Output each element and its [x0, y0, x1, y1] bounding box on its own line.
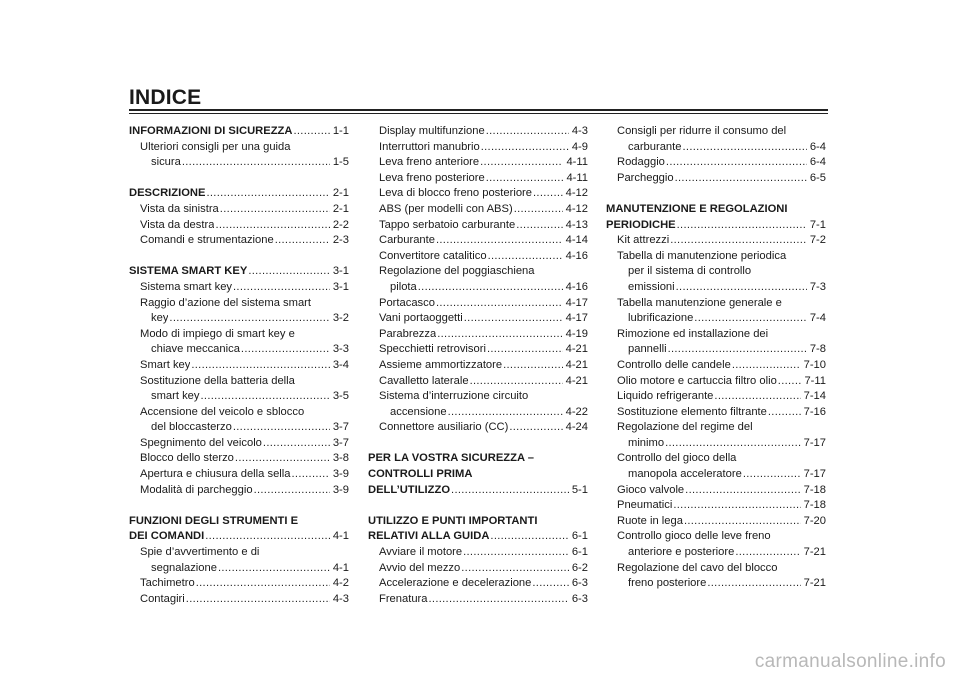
toc-entry-title: Accelerazione e decelerazione	[379, 577, 532, 590]
toc-entry-title: Comandi e strumentazione	[140, 234, 274, 247]
toc-dot-leader	[436, 327, 562, 343]
toc-entry[interactable]	[606, 374, 826, 390]
toc-entry-text: Controllo gioco delle leve freno	[617, 530, 771, 543]
toc-entry-title: Connettore ausiliario (CC)	[379, 421, 509, 434]
toc-entry-text: Sistema d’interruzione circuito	[379, 390, 529, 403]
toc-entry[interactable]	[129, 420, 349, 436]
toc-entry-title: DELL’UTILIZZO	[368, 483, 451, 496]
toc-entry-title: minimo	[628, 436, 665, 449]
toc-page-number: 7-8	[809, 343, 826, 356]
toc-entry-title: Vani portaoggetti	[379, 312, 463, 325]
toc-page-number: 4-21	[565, 358, 588, 371]
toc-entry[interactable]	[129, 311, 349, 327]
toc-page-number: 7-17	[803, 436, 826, 449]
toc-section-entry[interactable]	[129, 529, 349, 545]
toc-dot-leader	[428, 592, 569, 608]
toc-entry-title: Leva freno posteriore	[379, 171, 485, 184]
toc-entry-title: ABS (per modelli con ABS)	[379, 202, 513, 215]
toc-entry-text: Regolazione del regime del	[617, 421, 753, 434]
toc-entry-text: Controllo del gioco della	[617, 452, 737, 465]
toc-entry[interactable]	[368, 592, 588, 608]
toc-entry-title: Gioco valvole	[617, 483, 685, 496]
toc-entry[interactable]	[606, 576, 826, 592]
toc-entry-text: Raggio d’azione del sistema smart	[140, 296, 312, 309]
toc-page-number: 7-2	[809, 234, 826, 247]
toc-dot-leader	[731, 358, 801, 374]
toc-entry-title: RELATIVI ALLA GUIDA	[368, 530, 490, 543]
toc-entry[interactable]	[368, 576, 588, 592]
toc-entry-title: Parcheggio	[617, 171, 674, 184]
toc-dot-leader	[274, 233, 330, 249]
toc-entry-text: Sostituzione della batteria della	[140, 374, 295, 387]
toc-dot-leader	[489, 529, 568, 545]
toc-entry-title: pannelli	[628, 343, 667, 356]
title-rule-thin	[129, 113, 828, 114]
toc-spacer	[129, 171, 349, 187]
toc-entry[interactable]	[606, 171, 826, 187]
toc-entry[interactable]	[368, 545, 588, 561]
toc-entry[interactable]	[606, 483, 826, 499]
toc-entry[interactable]	[129, 561, 349, 577]
toc-entry[interactable]	[368, 327, 588, 343]
toc-entry[interactable]	[368, 311, 588, 327]
toc-page-number: 2-1	[332, 202, 349, 215]
toc-entry[interactable]	[368, 342, 588, 358]
toc-page-number: 7-17	[803, 468, 826, 481]
toc-dot-leader	[675, 280, 807, 296]
toc-entry[interactable]	[129, 467, 349, 483]
toc-entry-title: del bloccasterzo	[151, 421, 232, 434]
toc-entry-title: segnalazione	[151, 561, 217, 574]
toc-section-entry[interactable]	[129, 124, 349, 140]
toc-entry[interactable]	[129, 483, 349, 499]
toc-entry-title: Apertura e chiusura della sella	[140, 468, 291, 481]
toc-page-number: 7-10	[803, 358, 826, 371]
toc-entry-title: Sistema smart key	[140, 280, 233, 293]
toc-page-number: 2-3	[332, 234, 349, 247]
toc-entry-title: Kit attrezzi	[617, 234, 670, 247]
toc-entry-title: carburante	[628, 140, 682, 153]
toc-entry-title: Olio motore e cartuccia filtro olio	[617, 374, 777, 387]
toc-page-number: 4-9	[571, 140, 588, 153]
toc-dot-leader	[531, 576, 568, 592]
toc-page-number: 6-4	[809, 140, 826, 153]
toc-dot-leader	[667, 342, 807, 358]
toc-entry-title: key	[151, 312, 169, 325]
toc-page-number: 4-13	[565, 218, 588, 231]
toc-page-number: 4-17	[565, 312, 588, 325]
toc-entry[interactable]	[606, 436, 826, 452]
toc-entry-title: manopola acceleratore	[628, 468, 742, 481]
toc-entry[interactable]	[606, 498, 826, 514]
toc-entry-text: Modo di impiego di smart key e	[140, 327, 295, 340]
toc-entry[interactable]	[129, 155, 349, 171]
toc-page-number: 3-4	[332, 358, 349, 371]
toc-column-1	[129, 124, 349, 607]
toc-page-number: 6-3	[571, 592, 588, 605]
toc-entry-text: Rimozione ed installazione dei	[617, 327, 769, 340]
toc-section-entry[interactable]	[129, 186, 349, 202]
toc-entry-title: Rodaggio	[617, 156, 665, 169]
toc-entry[interactable]	[368, 358, 588, 374]
toc-entry[interactable]	[129, 451, 349, 467]
toc-page-number: 4-24	[565, 421, 588, 434]
toc-page-number: 4-11	[566, 156, 588, 169]
toc-dot-leader	[447, 405, 563, 421]
toc-page-number: 3-7	[332, 436, 349, 449]
toc-page-number: 3-8	[332, 452, 349, 465]
toc-dot-leader	[217, 561, 330, 577]
toc-entry-title: Ruote in lega	[617, 514, 683, 527]
toc-dot-leader	[480, 140, 569, 156]
title-rule-thick	[129, 109, 828, 111]
toc-entry-title: Carburante	[379, 234, 435, 247]
toc-spacer	[368, 436, 588, 452]
toc-entry[interactable]	[368, 186, 588, 202]
toc-dot-leader	[502, 358, 562, 374]
toc-entry[interactable]	[368, 155, 588, 171]
toc-entry[interactable]	[129, 280, 349, 296]
toc-page-number: 3-5	[332, 390, 349, 403]
toc-entry-title: Cavalletto laterale	[379, 374, 469, 387]
toc-entry-title: sicura	[151, 156, 181, 169]
toc-dot-leader	[767, 405, 801, 421]
toc-page-number: 5-1	[571, 483, 588, 496]
toc-dot-leader	[674, 171, 807, 187]
toc-dot-leader	[676, 218, 807, 234]
toc-entry-title: Portacasco	[379, 296, 435, 309]
toc-entry-title: Avviare il motore	[379, 546, 463, 559]
toc-dot-leader	[777, 374, 802, 390]
toc-page-number: 7-16	[803, 405, 826, 418]
toc-entry[interactable]	[606, 405, 826, 421]
toc-entry-text: Tabella manutenzione generale e	[617, 296, 782, 309]
toc-entry[interactable]	[129, 233, 349, 249]
toc-dot-leader	[232, 420, 330, 436]
toc-dot-leader	[291, 467, 330, 483]
toc-page-number: 7-4	[809, 312, 826, 325]
toc-entry-title: Vista da destra	[140, 218, 215, 231]
toc-entry[interactable]	[368, 171, 588, 187]
toc-entry[interactable]	[129, 218, 349, 234]
toc-dot-leader	[219, 202, 330, 218]
toc-spacer	[129, 249, 349, 265]
toc-entry[interactable]	[129, 592, 349, 608]
toc-entry[interactable]	[606, 140, 826, 156]
toc-dot-leader	[479, 155, 563, 171]
toc-dot-leader	[463, 311, 563, 327]
toc-page-number: 7-3	[809, 280, 826, 293]
toc-page-number: 2-1	[332, 187, 349, 200]
toc-entry-title: Leva freno anteriore	[379, 156, 480, 169]
toc-page-number: 4-12	[565, 202, 588, 215]
toc-section-heading: CONTROLLI PRIMA	[368, 468, 473, 481]
toc-dot-leader	[195, 576, 330, 592]
toc-entry[interactable]	[606, 389, 826, 405]
toc-entry-title: DEI COMANDI	[129, 530, 205, 543]
toc-entry[interactable]	[606, 280, 826, 296]
toc-entry-title: Spegnimento del veicolo	[140, 436, 262, 449]
toc-entry-title: anteriore e posteriore	[628, 546, 735, 559]
toc-entry-title: Contagiri	[140, 592, 185, 605]
toc-page-number: 4-12	[565, 187, 588, 200]
toc-dot-leader	[234, 451, 330, 467]
toc-page-number: 4-17	[565, 296, 588, 309]
toc-entry-title: PERIODICHE	[606, 218, 676, 231]
toc-entry-title: Sostituzione elemento filtrante	[617, 405, 767, 418]
toc-page-number: 4-1	[332, 530, 349, 543]
toc-dot-leader	[214, 218, 329, 234]
toc-entry[interactable]	[368, 280, 588, 296]
toc-dot-leader	[713, 389, 800, 405]
toc-dot-leader	[181, 155, 330, 171]
toc-section-entry[interactable]	[606, 218, 826, 234]
toc-entry[interactable]	[129, 202, 349, 218]
toc-dot-leader	[168, 311, 329, 327]
toc-page-number: 3-1	[332, 280, 349, 293]
toc-page-number: 4-16	[565, 249, 588, 262]
toc-entry-title: Avvio del mezzo	[379, 561, 461, 574]
toc-page-number: 4-3	[571, 125, 588, 137]
toc-entry-text: Regolazione del cavo del blocco	[617, 561, 778, 574]
toc-page-number: 7-21	[803, 546, 826, 559]
toc-entry-title: Parabrezza	[379, 327, 437, 340]
toc-page-number: 4-16	[565, 280, 588, 293]
toc-dot-leader	[706, 576, 800, 592]
toc-entry-title: Blocco dello sterzo	[140, 452, 234, 465]
toc-section-heading: UTILIZZO E PUNTI IMPORTANTI	[368, 514, 538, 527]
toc-dot-leader	[664, 436, 801, 452]
toc-dot-leader	[508, 420, 562, 436]
toc-entry-title: Tachimetro	[140, 577, 195, 590]
toc-page-number: 4-14	[565, 234, 588, 247]
toc-dot-leader	[240, 342, 330, 358]
toc-page-number: 4-1	[332, 561, 349, 574]
toc-page-number: 3-3	[332, 343, 349, 356]
toc-page-number: 6-2	[571, 561, 588, 574]
toc-page-number: 3-2	[332, 312, 349, 325]
toc-entry-title: Vista da sinistra	[140, 202, 219, 215]
toc-spacer	[129, 498, 349, 514]
toc-page-number: 6-5	[809, 171, 826, 184]
toc-page-number: 7-18	[803, 499, 826, 512]
toc-page-number: 4-22	[565, 405, 588, 418]
toc-dot-leader	[435, 233, 563, 249]
toc-entry-title: Modalità di parcheggio	[140, 483, 253, 496]
toc-page-number: 7-18	[803, 483, 826, 496]
toc-entry-title: Assieme ammortizzatore	[379, 358, 503, 371]
toc-section-entry[interactable]	[368, 483, 588, 499]
toc-page-number: 3-9	[332, 483, 349, 496]
toc-section-entry[interactable]	[129, 264, 349, 280]
toc-section-entry[interactable]	[368, 529, 588, 545]
toc-entry[interactable]	[368, 420, 588, 436]
toc-entry-title: Pneumatici	[617, 499, 673, 512]
toc-column-3	[606, 124, 826, 592]
toc-entry-title: Controllo delle candele	[617, 358, 731, 371]
toc-entry-text: Tabella di manutenzione periodica	[617, 249, 787, 262]
toc-dot-leader	[200, 389, 330, 405]
toc-entry[interactable]	[606, 467, 826, 483]
toc-entry-title: accensione	[390, 405, 447, 418]
toc-entry[interactable]	[606, 311, 826, 327]
toc-entry-text: Consigli per ridurre il consumo del	[617, 125, 787, 137]
page-title: INDICE	[129, 86, 202, 109]
toc-dot-leader	[734, 545, 800, 561]
toc-entry[interactable]	[129, 436, 349, 452]
toc-entry[interactable]	[368, 233, 588, 249]
toc-entry-title: DESCRIZIONE	[129, 187, 206, 200]
toc-page-number: 3-1	[332, 265, 349, 278]
toc-dot-leader	[683, 514, 801, 530]
toc-dot-leader	[742, 467, 801, 483]
toc-dot-leader	[485, 171, 564, 187]
toc-page-number: 4-3	[332, 592, 349, 605]
toc-entry-text: Accensione del veicolo e sblocco	[140, 405, 305, 418]
toc-page-number: 1-5	[332, 156, 349, 169]
toc-dot-leader	[204, 529, 330, 545]
toc-page-number: 4-19	[565, 327, 588, 340]
toc-entry-title: Leva di blocco freno posteriore	[379, 187, 532, 200]
toc-page-number: 4-2	[332, 577, 349, 590]
toc-dot-leader	[513, 202, 563, 218]
toc-page-number: 7-21	[803, 577, 826, 590]
toc-spacer	[368, 498, 588, 514]
toc-entry-text: per il sistema di controllo	[628, 265, 752, 278]
toc-entry-title: Convertitore catalitico	[379, 249, 487, 262]
toc-entry[interactable]	[368, 561, 588, 577]
toc-dot-leader	[669, 233, 807, 249]
toc-entry-title: Specchietti retrovisori	[379, 343, 486, 356]
toc-page-number: 6-1	[571, 530, 588, 543]
toc-entry-text: Ulteriori consigli per una guida	[140, 140, 291, 153]
toc-dot-leader	[682, 140, 807, 156]
toc-entry-title: INFORMAZIONI DI SICUREZZA	[129, 125, 293, 137]
toc-entry-title: Smart key	[140, 358, 191, 371]
toc-entry[interactable]	[606, 155, 826, 171]
toc-entry[interactable]	[606, 545, 826, 561]
toc-entry[interactable]	[368, 249, 588, 265]
toc-entry-text: Spie d’avvertimento e di	[140, 546, 260, 559]
toc-entry[interactable]	[606, 514, 826, 530]
toc-page-number: 6-3	[571, 577, 588, 590]
toc-entry[interactable]	[129, 358, 349, 374]
toc-dot-leader	[486, 342, 563, 358]
watermark: carmanualsonline.info	[754, 651, 946, 672]
toc-dot-leader	[247, 264, 330, 280]
toc-entry[interactable]	[129, 389, 349, 405]
toc-entry-title: pilota	[390, 280, 417, 293]
toc-dot-leader	[485, 124, 569, 140]
toc-section-heading: MANUTENZIONE E REGOLAZIONI	[606, 202, 788, 215]
toc-entry[interactable]	[606, 358, 826, 374]
toc-page-number: 3-9	[332, 468, 349, 481]
toc-dot-leader	[417, 280, 563, 296]
toc-entry-title: smart key	[151, 390, 200, 403]
toc-entry[interactable]	[606, 342, 826, 358]
toc-entry[interactable]	[368, 124, 588, 140]
toc-page-number: 3-7	[332, 421, 349, 434]
toc-entry[interactable]	[368, 405, 588, 421]
toc-dot-leader	[292, 124, 329, 140]
toc-entry[interactable]	[368, 296, 588, 312]
toc-dot-leader	[435, 296, 563, 312]
toc-page-number: 4-21	[565, 343, 588, 356]
toc-dot-leader	[460, 561, 569, 577]
toc-page-number: 1-1	[332, 125, 349, 137]
toc-entry-title: Frenatura	[379, 592, 428, 605]
toc-entry[interactable]	[606, 233, 826, 249]
toc-section-heading: FUNZIONI DEGLI STRUMENTI E	[129, 514, 299, 527]
toc-entry-title: Tappo serbatoio carburante	[379, 218, 516, 231]
toc-page-number: 7-20	[803, 514, 826, 527]
toc-entry[interactable]	[368, 218, 588, 234]
toc-dot-leader	[253, 483, 330, 499]
toc-entry[interactable]	[129, 342, 349, 358]
toc-dot-leader	[532, 186, 563, 202]
toc-page-number: 7-14	[803, 390, 826, 403]
toc-entry-title: Liquido refrigerante	[617, 390, 714, 403]
toc-dot-leader	[190, 358, 329, 374]
toc-entry-title: freno posteriore	[628, 577, 707, 590]
toc-dot-leader	[450, 483, 569, 499]
toc-entry[interactable]	[368, 140, 588, 156]
toc-dot-leader	[515, 218, 562, 234]
toc-dot-leader	[665, 155, 807, 171]
toc-entry-title: lubrificazione	[628, 312, 694, 325]
toc-entry-title: Display multifunzione	[379, 125, 485, 137]
toc-entry[interactable]	[368, 374, 588, 390]
toc-page-number: 4-11	[566, 171, 588, 184]
toc-page-number: 7-11	[804, 374, 826, 387]
toc-entry-text: Regolazione del poggiaschiena	[379, 265, 535, 278]
toc-spacer	[606, 186, 826, 202]
toc-page-number: 7-1	[809, 218, 826, 231]
toc-entry-title: SISTEMA SMART KEY	[129, 265, 248, 278]
toc-page-number: 6-4	[809, 156, 826, 169]
toc-dot-leader	[462, 545, 569, 561]
toc-dot-leader	[672, 498, 800, 514]
toc-dot-leader	[232, 280, 330, 296]
toc-page-number: 4-21	[565, 374, 588, 387]
toc-dot-leader	[185, 592, 330, 608]
toc-section-heading: PER LA VOSTRA SICUREZZA –	[368, 452, 534, 465]
toc-column-2	[368, 124, 588, 607]
toc-page-number: 6-1	[571, 546, 588, 559]
toc-entry-title: chiave meccanica	[151, 343, 240, 356]
toc-dot-leader	[487, 249, 563, 265]
toc-dot-leader	[684, 483, 800, 499]
toc-dot-leader	[469, 374, 563, 390]
toc-entry[interactable]	[368, 202, 588, 218]
toc-dot-leader	[693, 311, 807, 327]
toc-dot-leader	[205, 186, 329, 202]
toc-entry-title: Interruttori manubrio	[379, 140, 480, 153]
toc-entry-title: emissioni	[628, 280, 675, 293]
toc-entry[interactable]	[129, 576, 349, 592]
toc-dot-leader	[262, 436, 330, 452]
toc-page-number: 2-2	[332, 218, 349, 231]
